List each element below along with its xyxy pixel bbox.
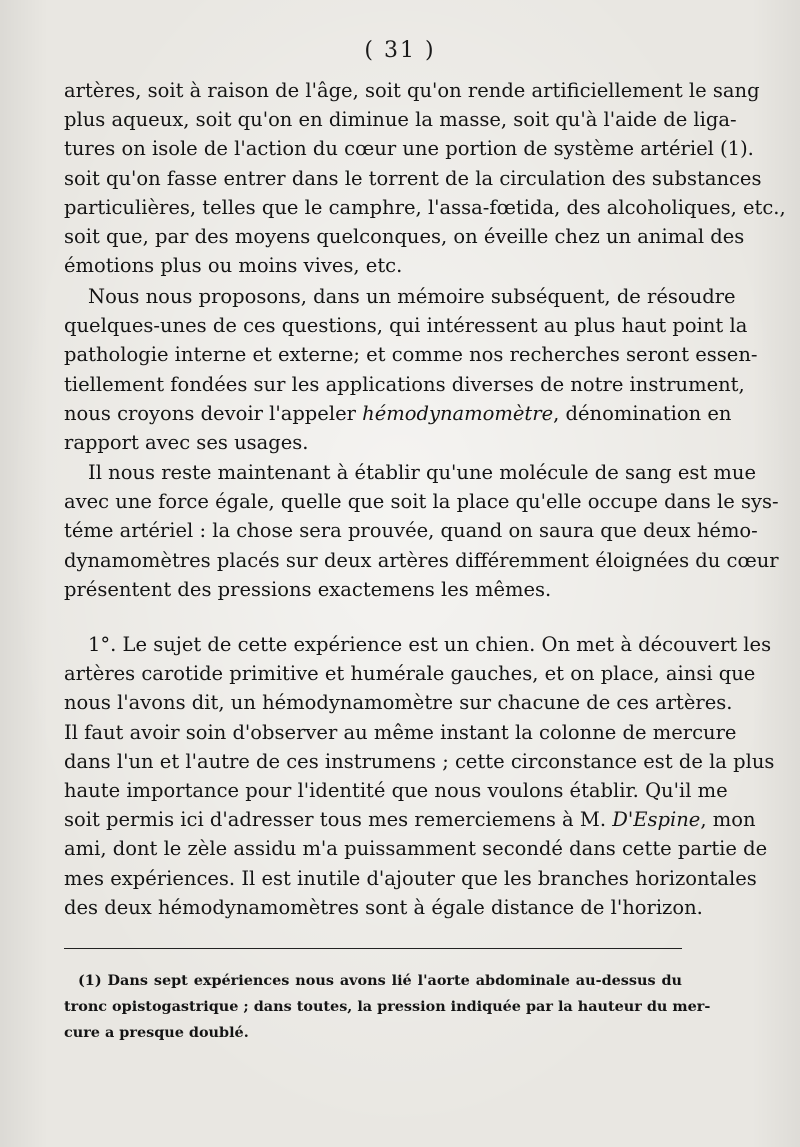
text-line: tiellement fondées sur les applications diverses de notre instrument,	[64, 372, 745, 396]
text-line: avec une force égale, quelle que soit la place qu'elle occupe dans le sys-	[64, 490, 779, 514]
text-line: quelques-unes de ces questions, qui intéressent au plus haut point la	[64, 314, 748, 338]
footnote-line: cure a presque doublé.	[64, 1024, 249, 1041]
footnote-rule	[64, 948, 682, 949]
italic-term: hémodynamomètre	[362, 401, 554, 425]
text-line: dans l'un et l'autre de ces instrumens ; cette circonstance est de la plus	[64, 749, 775, 773]
text-line: haute importance pour l'identité que nous voulons établir. Qu'il me	[64, 778, 728, 802]
text-line: mes expériences. Il est inutile d'ajouter que les branches horizontales	[64, 866, 757, 890]
text-line: artères, soit à raison de l'âge, soit qu'on rende artificiellement le sang	[64, 79, 760, 102]
text-fragment: , dénomination en	[553, 401, 732, 425]
text-line: artères carotide primitive et humérale gauches, et on place, ainsi que	[64, 662, 756, 686]
text-line: tures on isole de l'action du cœur une portion de système artériel (1).	[64, 137, 754, 161]
text-line: des deux hémodynamomètres sont à égale distance de l'horizon.	[64, 895, 703, 919]
footnote-line: (1) Dans sept expériences nous avons lié l'aorte abdominale au-dessus du	[78, 972, 682, 989]
text-fragment: soit permis ici d'adresser tous mes remerciemens à M.	[64, 808, 613, 832]
text-line-with-name	[64, 805, 756, 834]
paragraph-3	[64, 458, 779, 604]
text-line: particulières, telles que le camphre, l'assa-fœtida, des alcoholiques, etc.,	[64, 195, 786, 219]
paragraph-2	[64, 282, 758, 457]
text-line: 1°. Le sujet de cette expérience est un chien. On met à découvert les	[88, 633, 772, 656]
page-number: ( 31 )	[364, 38, 436, 63]
text-line: Nous nous proposons, dans un mémoire subséquent, de résoudre	[88, 285, 736, 308]
text-line: plus aqueux, soit qu'on en diminue la masse, soit qu'à l'aide de liga-	[64, 108, 737, 132]
text-line-with-term	[64, 399, 732, 428]
text-line: Il nous reste maintenant à établir qu'une molécule de sang est mue	[88, 461, 756, 484]
text-line: Il faut avoir soin d'observer au même instant la colonne de mercure	[64, 720, 737, 744]
text-line: pathologie interne et externe; et comme nos recherches seront essen-	[64, 343, 758, 367]
text-line: présentent des pressions exactemens les mêmes.	[64, 577, 552, 601]
text-line: téme artériel : la chose sera prouvée, quand on saura que deux hémo-	[64, 519, 758, 543]
text-line: émotions plus ou moins vives, etc.	[64, 254, 403, 278]
footnote	[64, 968, 711, 1046]
text-line: nous l'avons dit, un hémodynamomètre sur chacune de ces artères.	[64, 691, 733, 715]
italic-name: D'Espine	[612, 808, 701, 832]
text-line: dynamomètres placés sur deux artères différemment éloignées du cœur	[64, 548, 779, 572]
text-line: soit qu'on fasse entrer dans le torrent de la circulation des substances	[64, 166, 762, 190]
text-fragment: nous croyons devoir l'appeler	[64, 401, 363, 425]
footnote-line: tronc opistogastrique ; dans toutes, la pression indiquée par la hauteur du mer-	[64, 998, 711, 1015]
paragraph-1	[64, 76, 786, 280]
text-line: ami, dont le zèle assidu m'a puissamment secondé dans cette partie de	[64, 837, 768, 861]
paragraph-4	[64, 630, 775, 922]
text-line: rapport avec ses usages.	[64, 430, 309, 454]
text-line: soit que, par des moyens quelconques, on éveille chez un animal des	[64, 224, 745, 248]
text-fragment: , mon	[700, 808, 756, 832]
